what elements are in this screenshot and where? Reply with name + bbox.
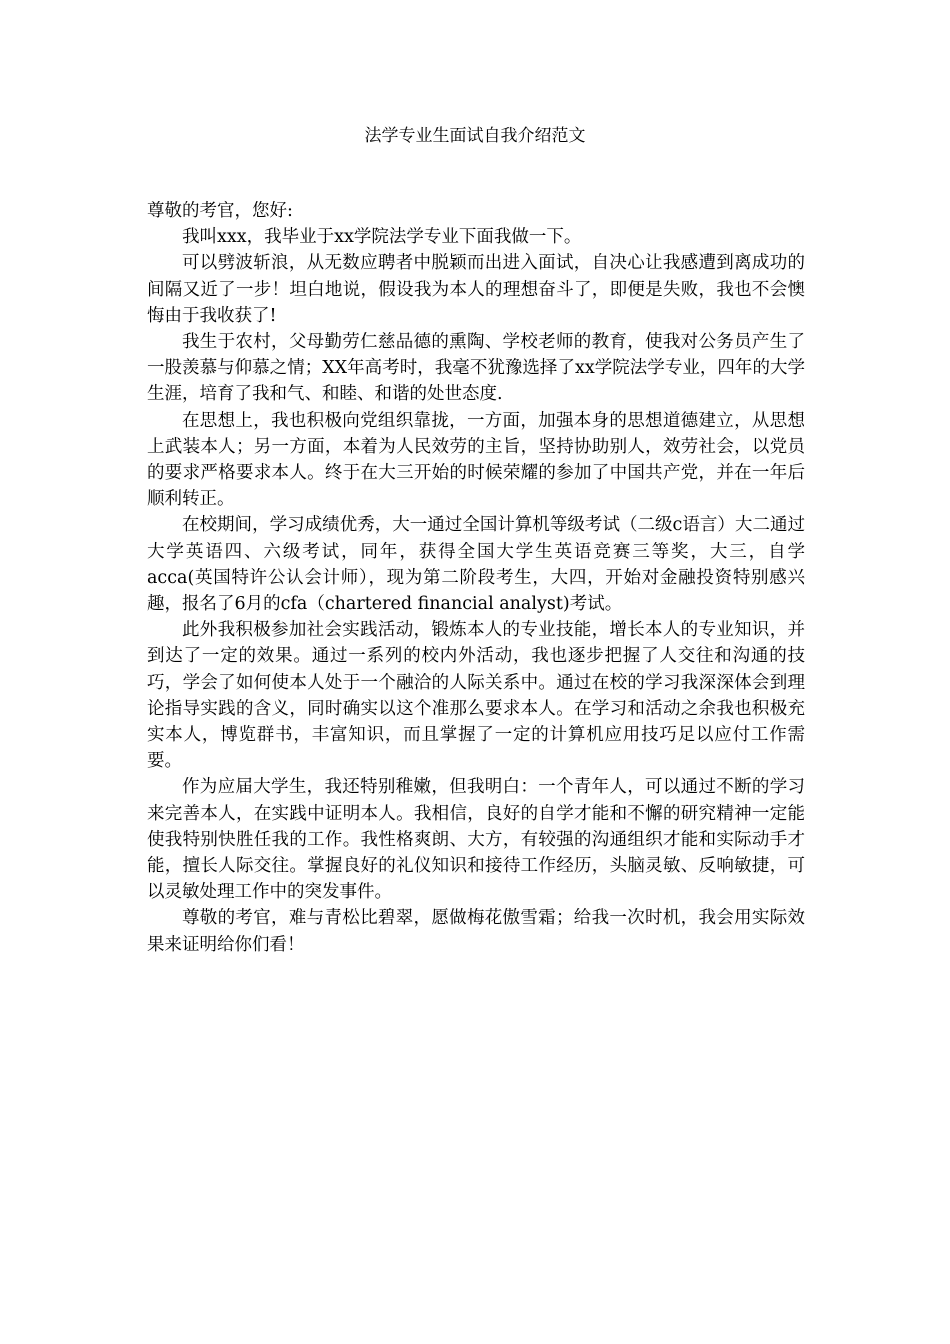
- paragraph-intro: 我叫xxx，我毕业于xx学院法学专业下面我做一下。: [182, 227, 582, 248]
- document-title: 法学专业生面试自我介绍范文: [364, 126, 586, 146]
- paragraph-opportunity: 可以劈波斩浪，从无数应聘者中脱颖而出进入面试，自决心让我感遭到离成功的间隔又近了一步！坦白地说，假设我为本人的理想奋斗了，即便是失败，我也不会懊悔由于我收获了!: [147, 253, 805, 326]
- paragraph-academics: 在校期间，学习成绩优秀，大一通过全国计算机等级考试（二级c语言）大二通过大学英语四、六级考试，同年，获得全国大学生英语竞赛三等奖，大三，自学acca(英国特许公认会计师），现为第二阶段考生，大四，开始对金融投资特别感兴趣，报名了6月的cfa（chartered financial analyst)考试。: [147, 515, 805, 615]
- paragraph-practice: 此外我积极参加社会实践活动，锻炼本人的专业技能，增长本人的专业知识，并到达了一定的效果。通过一系列的校内外活动，我也逐步把握了人交往和沟通的技巧，学会了如何使本人处于一个融洽的人际关系中。通过在校的学习我深深体会到理论指导实践的含义，同时确实以这个准那么要求本人。在学习和活动之余我也积极充实本人，博览群书，丰富知识，而且掌握了一定的计算机应用技巧足以应付工作需要。: [147, 620, 805, 772]
- paragraph-ideology: 在思想上，我也积极向党组织靠拢，一方面，加强本身的思想道德建立，从思想上武装本人；另一方面，本着为人民效劳的主旨，坚持协助别人，效劳社会，以党员的要求严格要求本人。终于在大三开始的时候荣耀的参加了中国共产党，并在一年后顺利转正。: [147, 410, 805, 510]
- paragraph-background: 我生于农村，父母勤劳仁慈品德的熏陶、学校老师的教育，使我对公务员产生了一股羡慕与仰慕之情；XX年高考时，我毫不犹豫选择了xx学院法学专业，四年的大学生涯，培育了我和气、和睦、和谐的处世态度.: [147, 332, 805, 405]
- paragraph-self-assessment: 作为应届大学生，我还特别稚嫩，但我明白：一个青年人，可以通过不断的学习来完善本人，在实践中证明本人。我相信，良好的自学才能和不懈的研究精神一定能使我特别快胜任我的工作。我性格爽朗、大方，有较强的沟通组织才能和实际动手才能，擅长人际交往。掌握良好的礼仪知识和接待工作经历，头脑灵敏、反响敏捷，可以灵敏处理工作中的突发事件。: [147, 777, 805, 903]
- document-body: [147, 198, 805, 958]
- paragraph-closing: 尊敬的考官，难与青松比碧翠，愿做梅花傲雪霜；给我一次时机，我会用实际效果来证明给你们看！: [147, 908, 805, 955]
- salutation: 尊敬的考官，您好:: [147, 201, 293, 221]
